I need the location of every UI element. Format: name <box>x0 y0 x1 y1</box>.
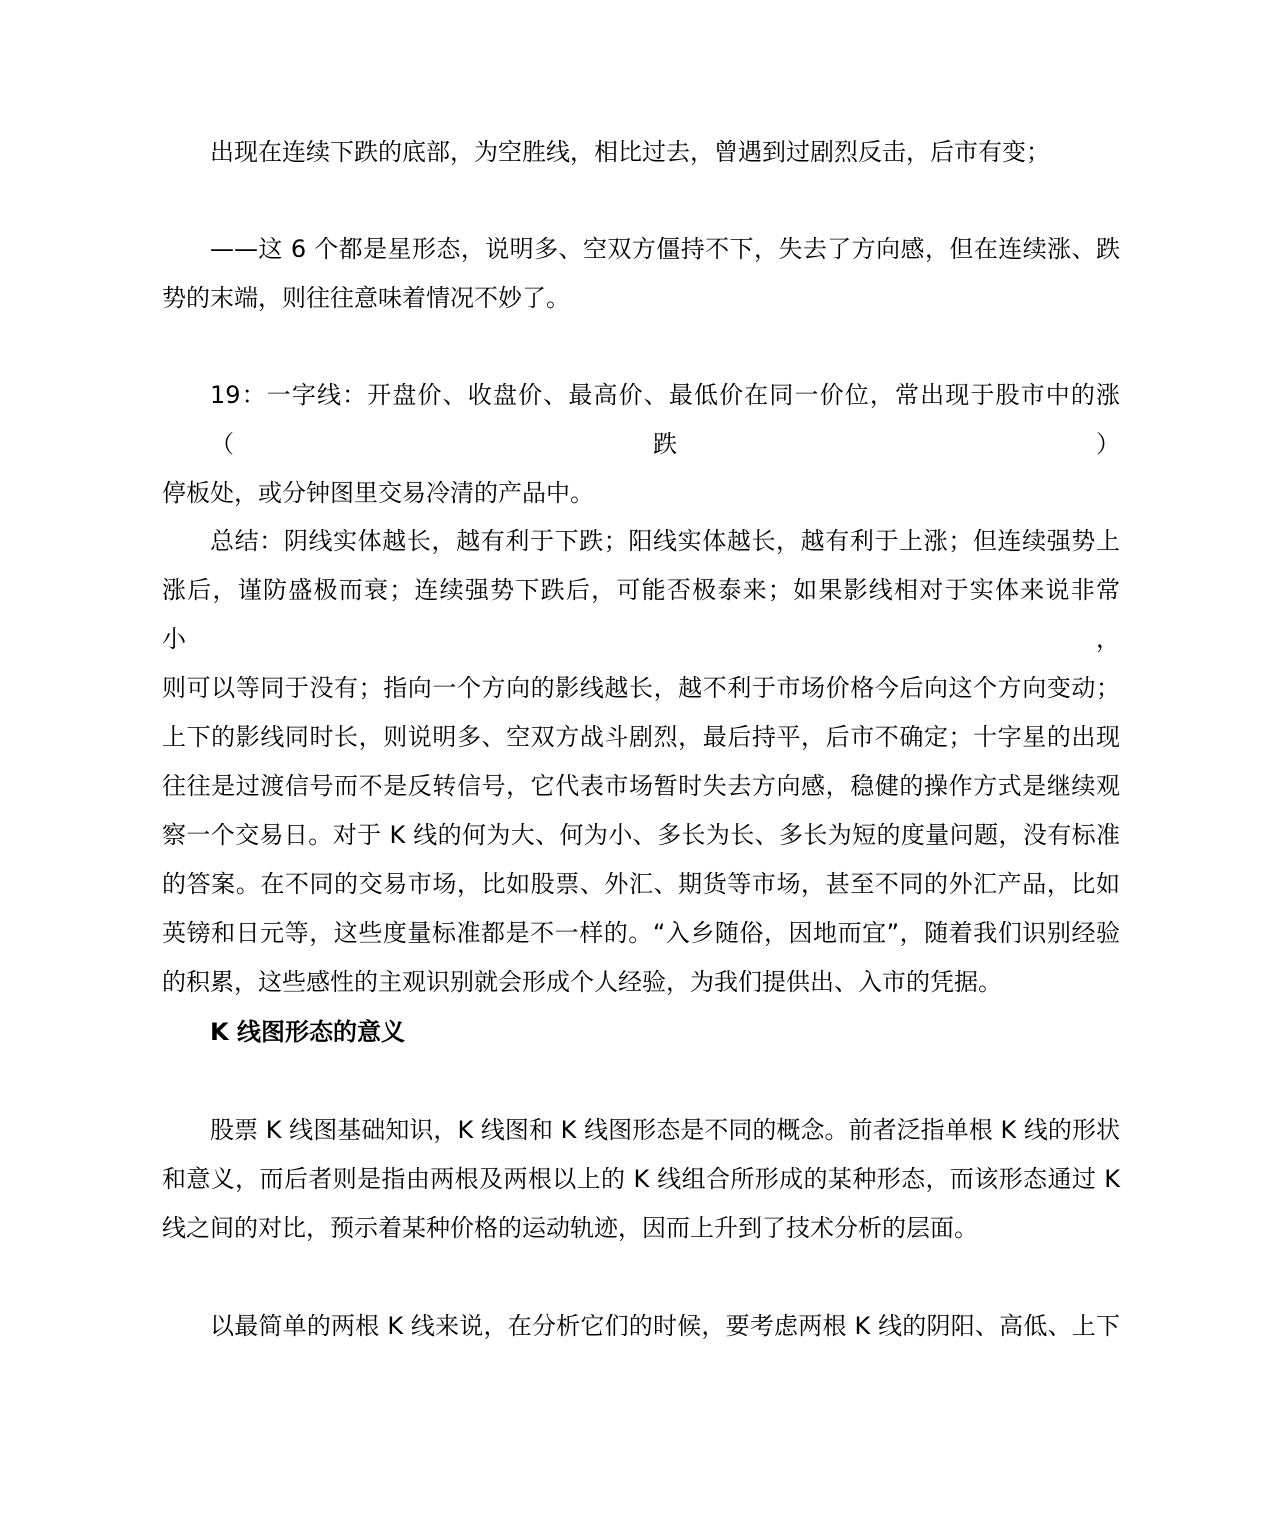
text-line: 的答案。在不同的交易市场，比如股票、外汇、期货等市场，甚至不同的外汇产品，比如 <box>162 870 1120 898</box>
text-line: 涨后，谨防盛极而衰；连续强势下跌后，可能否极泰来；如果影线相对于实体来说非常小， <box>162 576 1120 653</box>
paragraph-kline-concepts <box>162 1106 1120 1253</box>
text-line: 则可以等同于没有；指向一个方向的影线越长，越不利于市场价格今后向这个方向变动； <box>162 674 1120 702</box>
paragraph-one-line <box>162 371 1120 518</box>
text-line: 出现在连续下跌的底部，为空胜线，相比过去，曾遇到过剧烈反击，后市有变； <box>210 138 1050 166</box>
text-line: 19：一字线：开盘价、收盘价、最高价、最低价在同一价位，常出现于股市中的涨（跌） <box>210 381 1120 458</box>
text-line: ——这 6 个都是星形态，说明多、空双方僵持不下，失去了方向感，但在连续涨、跌 <box>210 235 1120 263</box>
text-line: 英镑和日元等，这些度量标准都是不一样的。“入乡随俗，因地而宜”，随着我们识别经验 <box>162 919 1120 947</box>
text-line: 往往是过渡信号而不是反转信号，它代表市场暂时失去方向感，稳健的操作方式是继续观 <box>162 772 1120 800</box>
text-line: 和意义，而后者则是指由两根及两根以上的 K 线组合所形成的某种形态，而该形态通过 K <box>162 1165 1120 1193</box>
text-line: 上下的影线同时长，则说明多、空双方战斗剧烈，最后持平，后市不确定；十字星的出现 <box>162 723 1120 751</box>
section-heading <box>162 1008 1120 1057</box>
text-line: 以最简单的两根 K 线来说，在分析它们的时候，要考虑两根 K 线的阴阳、高低、上下 <box>210 1312 1120 1340</box>
text-line: 停板处，或分钟图里交易冷清的产品中。 <box>162 479 594 507</box>
text-line: 线之间的对比，预示着某种价格的运动轨迹，因而上升到了技术分析的层面。 <box>162 1214 978 1242</box>
paragraph-bottom-pattern <box>162 128 1120 177</box>
paragraph-two-candles <box>162 1302 1120 1351</box>
heading-text: K 线图形态的意义 <box>210 1018 405 1046</box>
paragraph-star-patterns <box>162 225 1120 323</box>
paragraph-summary <box>162 517 1120 1007</box>
text-line: 察一个交易日。对于 K 线的何为大、何为小、多长为长、多长为短的度量问题，没有标准 <box>162 821 1120 849</box>
text-line: 总结：阴线实体越长，越有利于下跌；阳线实体越长，越有利于上涨；但连续强势上 <box>210 527 1120 555</box>
text-line: 的积累，这些感性的主观识别就会形成个人经验，为我们提供出、入市的凭据。 <box>162 968 1002 996</box>
text-line: 股票 K 线图基础知识，K 线图和 K 线图形态是不同的概念。前者泛指单根 K 线的形状 <box>210 1116 1120 1144</box>
text-line: 势的末端，则往往意味着情况不妙了。 <box>162 284 570 312</box>
